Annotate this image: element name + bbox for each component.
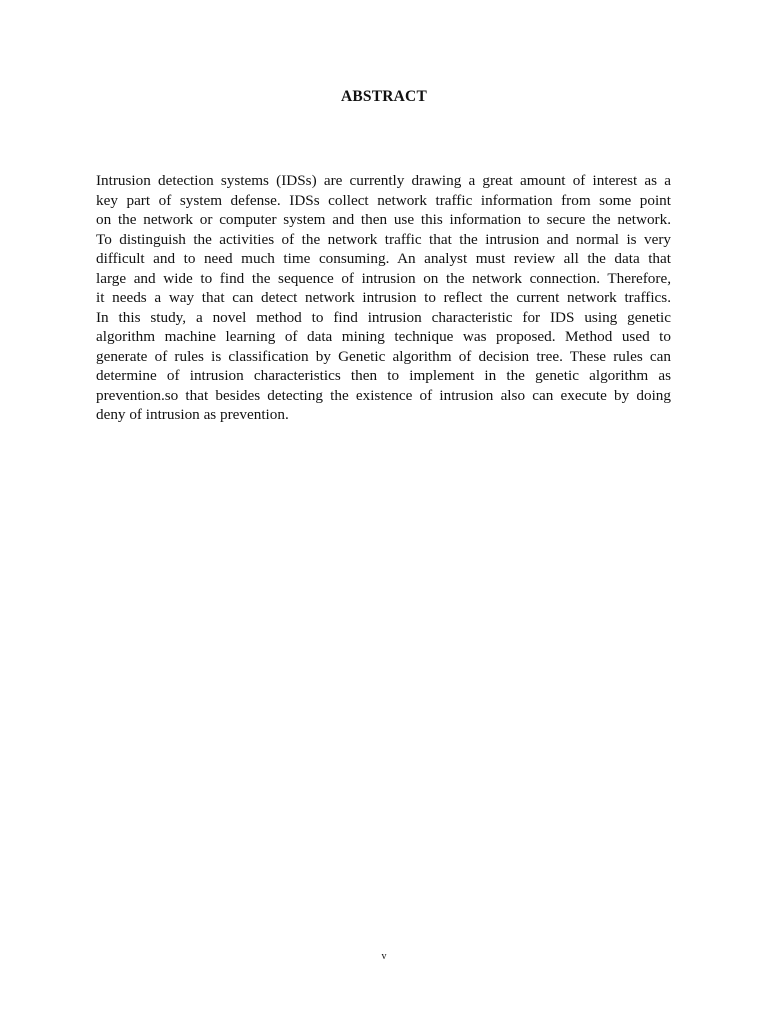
abstract-line-13: deny of intrusion as prevention. [96, 406, 289, 423]
abstract-line-11: determine of intrusion characteristics then to implement in the genetic algorithm as [96, 367, 671, 384]
abstract-paragraph [96, 171, 671, 425]
abstract-heading: ABSTRACT [340, 88, 427, 105]
abstract-line-3: on the network or computer system and then use this information to secure the network. [96, 211, 671, 228]
abstract-line-12: prevention.so that besides detecting the existence of intrusion also can execute by doing [96, 386, 671, 404]
page-number: v [381, 951, 387, 962]
abstract-line-7: it needs a way that can detect network intrusion to reflect the current network traffics. [96, 289, 671, 306]
abstract-line-10: generate of rules is classification by Genetic algorithm of decision tree. These rules can [96, 347, 671, 365]
abstract-line-5: difficult and to need much time consuming. An analyst must review all the data that [96, 250, 671, 267]
abstract-line-9: algorithm machine learning of data mining technique was proposed. Method used to [96, 328, 671, 345]
abstract-line-1: Intrusion detection systems (IDSs) are currently drawing a great amount of interest as a [96, 172, 671, 189]
abstract-line-2: key part of system defense. IDSs collect network traffic information from some point [96, 191, 671, 209]
abstract-line-4: To distinguish the activities of the network traffic that the intrusion and normal is very [96, 230, 671, 248]
abstract-line-6: large and wide to find the sequence of intrusion on the network connection. Therefore, [96, 269, 671, 287]
abstract-line-8: In this study, a novel method to find intrusion characteristic for IDS using genetic [96, 308, 671, 326]
